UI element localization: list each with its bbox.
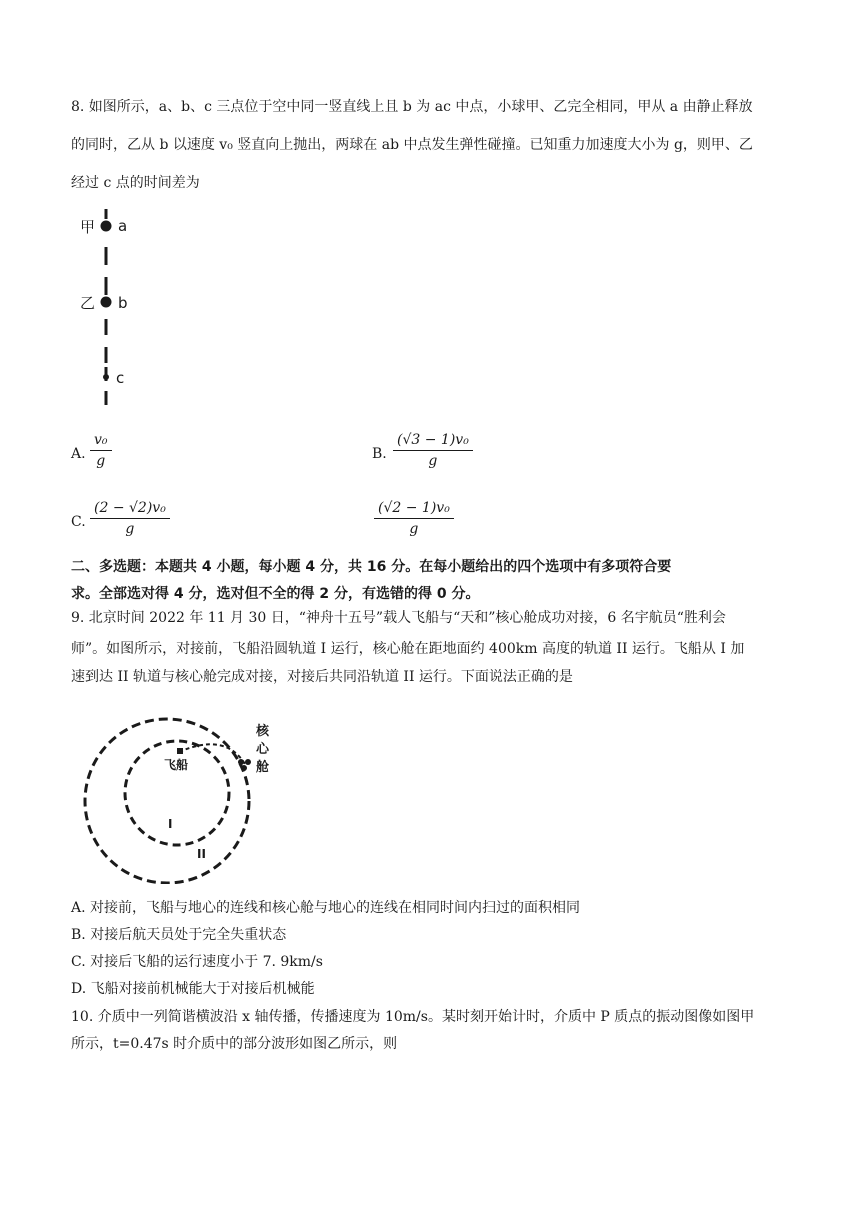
q8-option-a-label[interactable]: A. <box>71 446 86 462</box>
label-core-1: 核 <box>256 724 270 739</box>
q9-option-b[interactable]: B. 对接后航天员处于完全失重状态 <box>71 927 287 943</box>
q8-line-2: 的同时，乙从 b 以速度 v₀ 竖直向上抛出，两球在 ab 中点发生弹性碰撞。已知重力加速度大小为 g，则甲、乙 <box>71 137 753 153</box>
orbit-ii <box>85 719 249 883</box>
point-c <box>103 374 109 380</box>
label-b: b <box>118 294 128 312</box>
q8-option-b-num: (√3 − 1)v₀ <box>393 432 473 451</box>
q9-option-d[interactable]: D. 飞船对接前机械能大于对接后机械能 <box>71 981 315 997</box>
q8-option-c-label[interactable]: C. <box>71 514 86 530</box>
orbit-i <box>125 741 229 845</box>
q9-orbit-figure <box>75 712 290 884</box>
q9-line-3: 速到达 II 轨道与核心舱完成对接，对接后共同沿轨道 II 运行。下面说法正确的是 <box>71 669 573 685</box>
q8-option-d-den: g <box>409 521 419 537</box>
label-core-2: 心 <box>256 742 270 757</box>
label-yi: 乙 <box>80 294 96 312</box>
q9-line-1: 9. 北京时间 2022 年 11 月 30 日，“神舟十五号”载人飞船与“天和”核心舱成功对接，6 名宇航员“胜利会 <box>71 610 726 626</box>
spacecraft-marker <box>177 748 183 754</box>
q8-option-b-label[interactable]: B. <box>372 446 387 462</box>
label-a: a <box>118 217 128 235</box>
q8-figure-vertical-line <box>70 205 150 410</box>
q8-option-b-fraction[interactable] <box>393 432 473 469</box>
core-module-dot-3 <box>241 765 247 771</box>
ball-yi <box>101 297 112 308</box>
label-c: c <box>116 369 125 387</box>
label-jia: 甲 <box>80 218 96 236</box>
q8-line-3: 经过 c 点的时间差为 <box>71 175 200 191</box>
q8-line-1: 8. 如图所示，a、b、c 三点位于空中同一竖直线上且 b 为 ac 中点，小球甲、乙完全相同，甲从 a 由静止释放 <box>71 99 753 115</box>
label-orbit-i: I <box>168 817 173 831</box>
q10-line-2: 所示，t=0.47s 时介质中的部分波形如图乙所示，则 <box>71 1036 398 1052</box>
q8-option-b-den: g <box>428 453 438 469</box>
q9-option-a[interactable]: A. 对接前，飞船与地心的连线和核心舱与地心的连线在相同时间内扫过的面积相同 <box>71 900 581 916</box>
label-core-3: 舱 <box>256 760 270 775</box>
core-module-dot-2 <box>245 759 251 765</box>
core-module-dot-1 <box>238 759 244 765</box>
label-orbit-ii: II <box>197 847 206 861</box>
q8-option-a-fraction[interactable] <box>90 432 112 469</box>
section2-heading-line-2: 求。全部选对得 4 分，选对但不全的得 2 分，有选错的得 0 分。 <box>71 586 480 602</box>
q8-option-c-fraction[interactable] <box>90 500 170 537</box>
q8-option-a-num: v₀ <box>90 432 112 451</box>
section2-heading-line-1: 二、多选题：本题共 4 小题，每小题 4 分，共 16 分。在每小题给出的四个选项中有多项符合要 <box>71 559 672 575</box>
q8-option-d-fraction[interactable] <box>374 500 454 537</box>
q8-option-c-den: g <box>125 521 135 537</box>
q9-option-c[interactable]: C. 对接后飞船的运行速度小于 7. 9km/s <box>71 954 323 970</box>
label-spacecraft: 飞船 <box>164 758 189 772</box>
q8-option-d-num: (√2 − 1)v₀ <box>374 500 454 519</box>
q10-line-1: 10. 介质中一列简谐横波沿 x 轴传播，传播速度为 10m/s。某时刻开始计时，介质中 P 质点的振动图像如图甲 <box>71 1009 755 1025</box>
q8-option-a-den: g <box>96 453 106 469</box>
ball-jia <box>101 221 112 232</box>
q8-option-c-num: (2 − √2)v₀ <box>90 500 170 519</box>
q9-line-2: 师”。如图所示，对接前，飞船沿圆轨道 I 运行，核心舱在距地面约 400km 高度的轨道 II 运行。飞船从 I 加 <box>71 641 745 657</box>
